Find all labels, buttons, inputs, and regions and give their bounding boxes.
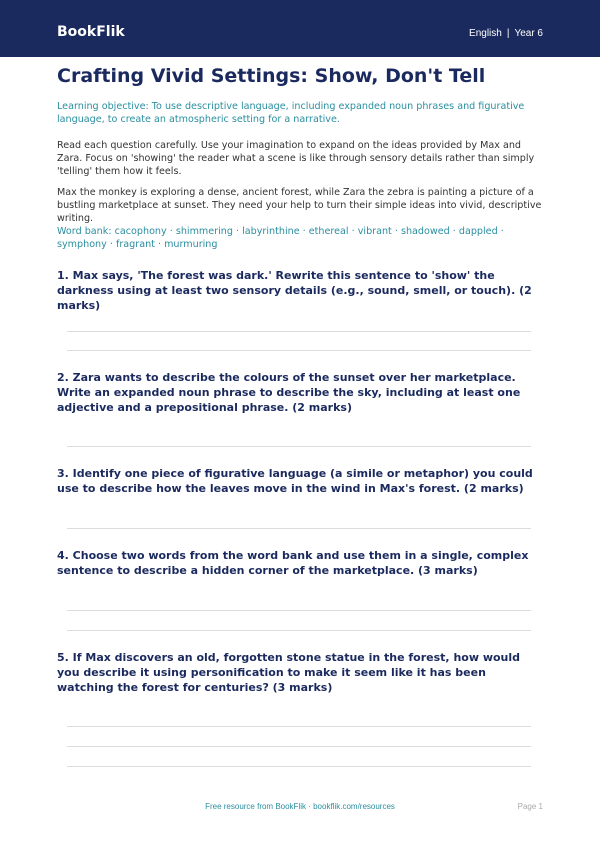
question-3: 3. Identify one piece of figurative language (a simile or metaphor) you could use to describe how the leaves move in the wind in Max's forest. (2 marks) xyxy=(57,467,533,495)
brand-logo: BookFlik xyxy=(57,24,125,40)
instructions: Read each question carefully. Use your imagination to expand on the ideas provided by Max and Zara. Focus on 'showing' the reader what a scene is like through sensory details rather than simply 'telling' them how it feels. xyxy=(57,140,535,177)
answer-line[interactable] xyxy=(67,630,531,631)
question-1: 1. Max says, 'The forest was dark.' Rewrite this sentence to 'show' the darkness using at least two sensory details (e.g., sound, smell, or touch). (2 marks) xyxy=(57,269,532,312)
page-title: Crafting Vivid Settings: Show, Don't Tell xyxy=(57,65,486,87)
footer-credit: Free resource from BookFlik · bookflik.com/resources xyxy=(205,802,395,811)
answer-line[interactable] xyxy=(67,528,531,529)
scenario-text: Max the monkey is exploring a dense, ancient forest, while Zara the zebra is painting a picture of a bustling marketplace at sunset. They need your help to turn their simple ideas into vivid, descriptive writing. xyxy=(57,187,542,224)
answer-line[interactable] xyxy=(67,746,531,747)
answer-line[interactable] xyxy=(67,446,531,447)
year-label: Year 6 xyxy=(514,28,543,39)
answer-line[interactable] xyxy=(67,350,531,351)
word-bank: Word bank: cacophony · shimmering · labyrinthine · ethereal · vibrant · shadowed · dappled · symphony · fragrant · murmuring xyxy=(57,226,504,250)
answer-line[interactable] xyxy=(67,331,531,332)
answer-line[interactable] xyxy=(67,726,531,727)
separator: | xyxy=(506,28,510,39)
learning-objective: Learning objective: To use descriptive language, including expanded noun phrases and figurative language, to create an atmospheric setting for a narrative. xyxy=(57,101,525,125)
answer-line[interactable] xyxy=(67,610,531,611)
header-bar xyxy=(0,0,600,57)
question-5: 5. If Max discovers an old, forgotten stone statue in the forest, how would you describe it using personification to make it seem like it has been watching the forest for centuries? (3 marks) xyxy=(57,651,521,694)
question-4: 4. Choose two words from the word bank and use them in a single, complex sentence to describe a hidden corner of the marketplace. (3 marks) xyxy=(57,549,529,577)
page-number: Page 1 xyxy=(517,802,543,811)
subject-year-label xyxy=(469,27,543,41)
subject-label: English xyxy=(469,28,502,39)
question-2: 2. Zara wants to describe the colours of the sunset over her marketplace. Write an expanded noun phrase to describe the sky, including at least one adjective and a prepositional phrase. (2 marks) xyxy=(57,371,521,414)
answer-line[interactable] xyxy=(67,766,531,767)
